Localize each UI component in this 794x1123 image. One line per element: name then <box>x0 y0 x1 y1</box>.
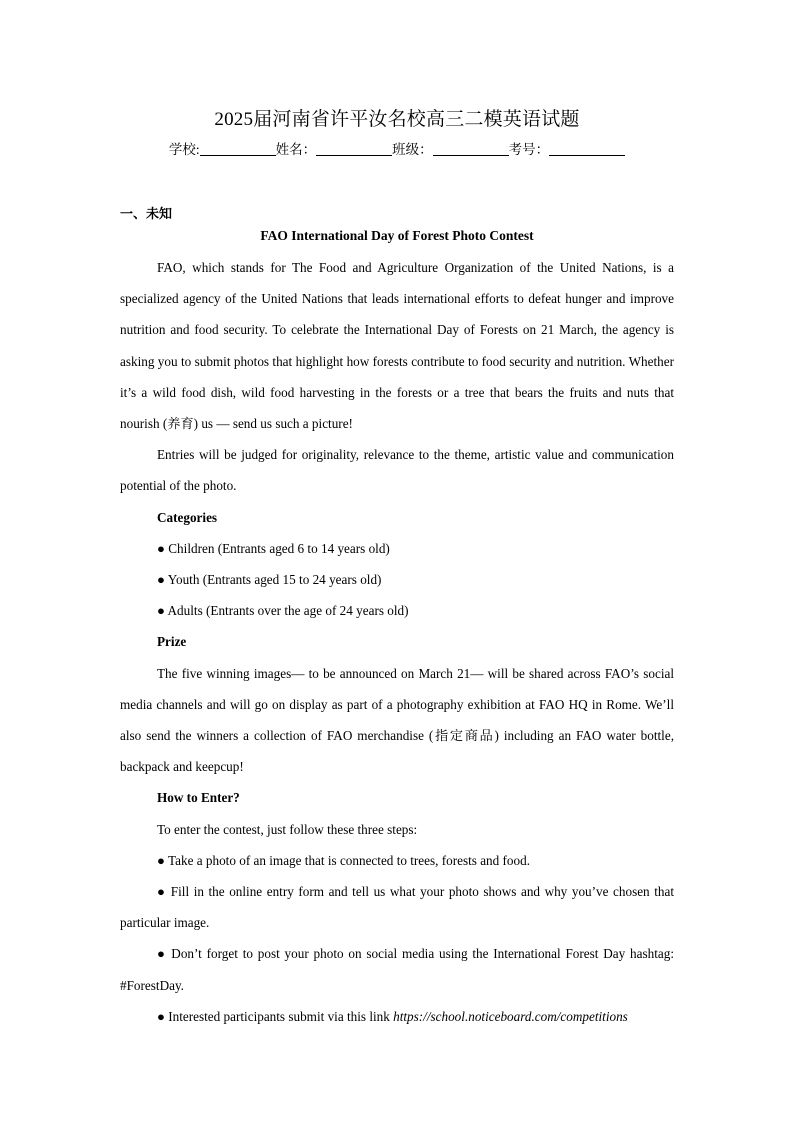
category-item-youth: ● Youth (Entrants aged 15 to 24 years old) <box>157 572 382 588</box>
category-item-children: ● Children (Entrants aged 6 to 14 years old) <box>157 540 390 556</box>
class-blank[interactable] <box>433 141 509 156</box>
name-label: 姓名： <box>275 142 317 157</box>
prize-paragraph: The five winning images— to be announced on March 21— will be shared across FAO’s social media channels and will go on display as part of a photography exhibition at FAO HQ in Rome. We’ll also send the winners a collection of FAO merchandise (指定商品) including an FAO water bottle, backpack and keepcup! <box>120 665 674 775</box>
how-to-enter-intro: To enter the contest, just follow these three steps: <box>157 821 418 837</box>
categories-heading: Categories <box>157 509 218 525</box>
intro-paragraph: FAO, which stands for The Food and Agriculture Organization of the United Nations, is a specialized agency of the United Nations that leads international efforts to defeat hunger and improve nutrition and food security. To celebrate the International Day of Forests on 21 March, the agency is asking you to submit photos that highlight how forests contribute to food security and nutrition. Whether it’s a wild food dish, wild food harvesting in the forests or a tree that bears the fruits and nuts that nourish (养育) us — send us such a picture! <box>120 260 674 432</box>
article-body <box>120 252 674 1032</box>
category-item-adults: ● Adults (Entrants over the age of 24 years old) <box>157 603 409 619</box>
step-item-photo: ● Take a photo of an image that is connected to trees, forests and food. <box>157 852 531 868</box>
step-item-social: ● Don’t forget to post your photo on social media using the International Forest Day hashtag: #ForestDay. <box>120 946 674 993</box>
judging-paragraph: Entries will be judged for originality, relevance to the theme, artistic value and communication potential of the photo. <box>120 447 674 494</box>
submit-link[interactable]: https://school.noticeboard.com/competitions <box>393 1008 628 1024</box>
submit-line <box>120 1001 674 1032</box>
name-blank[interactable] <box>316 141 392 156</box>
school-label: 学校: <box>168 142 200 157</box>
submit-prefix: ● Interested participants submit via this link <box>157 1008 394 1024</box>
exam-number-label: 考号： <box>508 142 550 157</box>
section-heading: 一、未知 <box>120 207 173 222</box>
school-blank[interactable] <box>200 141 276 156</box>
how-to-enter-heading: How to Enter? <box>157 790 240 806</box>
student-info-line <box>0 138 794 158</box>
article-title: FAO International Day of Forest Photo Contest <box>260 228 534 243</box>
step-item-form: ● Fill in the online entry form and tell us what your photo shows and why you’ve chosen that particular image. <box>120 884 674 931</box>
prize-heading: Prize <box>157 634 187 650</box>
exam-number-blank[interactable] <box>549 141 625 156</box>
class-label: 班级： <box>392 142 433 157</box>
page-title: 2025届河南省许平汝名校高三二模英语试题 <box>214 109 580 130</box>
